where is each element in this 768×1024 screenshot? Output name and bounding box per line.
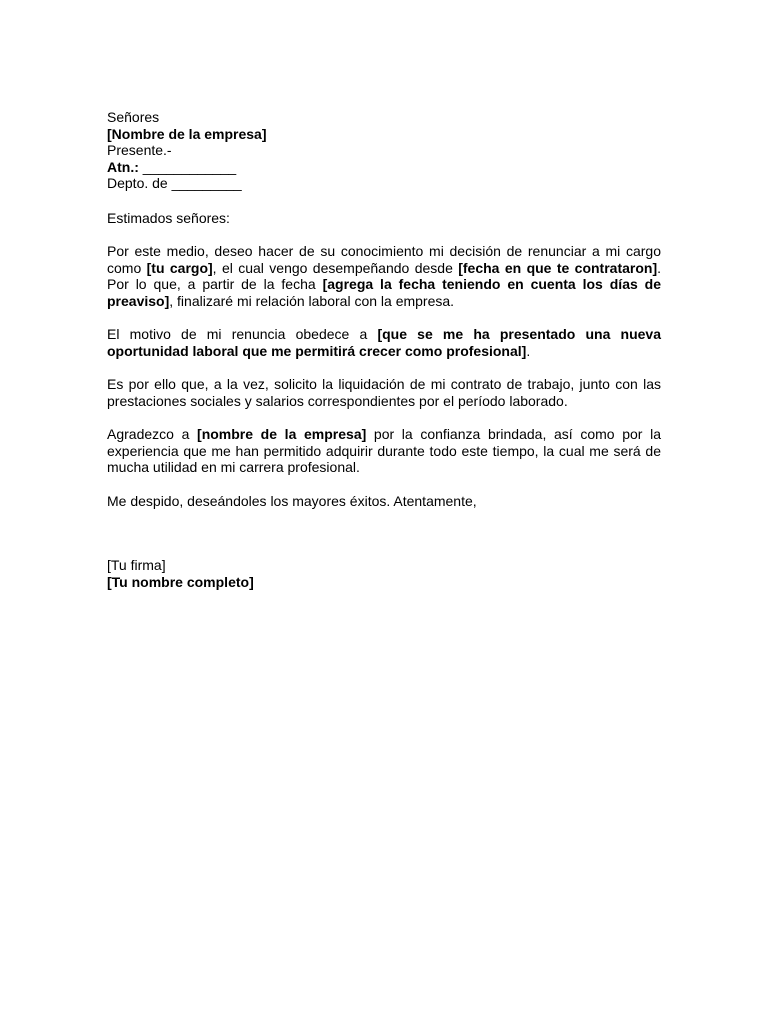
paragraph-liquidacion: Es por ello que, a la vez, solicito la liquidación de mi contrato de trabajo, junto con las prestaciones sociales y salarios correspondientes por el período laborado.	[107, 376, 661, 409]
placeholder-fecha-contratacion: [fecha en que te contrataron]	[458, 259, 658, 276]
department-line: Depto. de _________	[107, 175, 242, 191]
signature-block	[107, 557, 661, 590]
full-name-placeholder: [Tu nombre completo]	[107, 573, 254, 590]
placeholder-empresa: [nombre de la empresa]	[197, 426, 367, 442]
paragraph-motivo: El motivo de mi renuncia obedece a [que se me ha presentado una nueva oportunidad laboral que me permitirá crecer como profesional].	[107, 326, 661, 359]
paragraph-intro: Por este medio, deseo hacer de su conocimiento mi decisión de renunciar a mi cargo como [tu cargo], el cual vengo desempeñando desde [fecha en que te contrataron]. Por lo que, a partir de la fecha [agrega la fecha teniendo en cuenta los días de preaviso], finalizaré mi relación laboral con la empresa.	[107, 243, 662, 309]
closing-line: Me despido, deseándoles los mayores éxitos. Atentamente,	[107, 492, 477, 509]
greeting: Estimados señores:	[107, 209, 230, 226]
attention-line	[107, 159, 661, 176]
placeholder-motivo: [que se me ha presentado una nueva oportunidad laboral que me permitirá crecer como profesional]	[107, 326, 661, 359]
recipient-salutation: Señores	[107, 109, 160, 125]
resignation-letter	[107, 109, 661, 590]
company-name-placeholder: [Nombre de la empresa]	[107, 125, 267, 142]
signature-placeholder: [Tu firma]	[107, 557, 166, 573]
attention-label: Atn.:	[107, 158, 139, 175]
attention-blank: ____________	[138, 158, 237, 175]
placeholder-cargo: [tu cargo]	[146, 259, 213, 276]
presente-line: Presente.-	[107, 142, 172, 158]
paragraph-agradecimiento: Agradezco a [nombre de la empresa] por la confianza brindada, así como por la experiencia que me han permitido adquirir durante todo este tiempo, la cual me será de mucha utilidad en mi carrera profesional.	[107, 426, 661, 475]
placeholder-fecha-preaviso: [agrega la fecha teniendo en cuenta los días de preaviso]	[107, 276, 662, 309]
